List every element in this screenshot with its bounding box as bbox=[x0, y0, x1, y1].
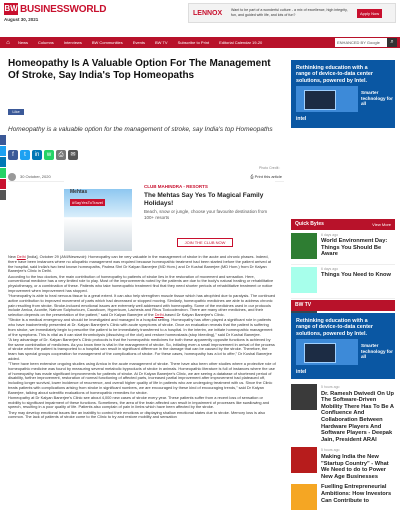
promo-image[interactable] bbox=[64, 189, 132, 251]
delhi-link[interactable]: Delhi bbox=[16, 254, 26, 259]
nav-item-news[interactable]: News bbox=[18, 40, 29, 45]
bw-tv-header: BW TV bbox=[291, 300, 395, 311]
intel-logo: intel bbox=[296, 116, 307, 122]
twitter-share-icon[interactable] bbox=[0, 146, 6, 156]
nav-item-subscribe[interactable]: Subscribe to Print bbox=[177, 40, 210, 45]
story-title[interactable] bbox=[321, 484, 395, 510]
join-club-button[interactable]: JOIN THE CLUB NOW bbox=[177, 238, 233, 247]
intel-ad-2-tagline: Smarter technology for all bbox=[361, 343, 393, 360]
print-article-link[interactable]: ⎙ Print this article bbox=[250, 174, 282, 179]
article-paragraph: According to the two doctors, the main contribution of homeopathy to patients of stroke lies in the restoration of movement and sensation. Here, conventional medicine has a very limited role to play. Most of the improvements noted by the patients are due to the body's natural healing or rehabilitative physiotherapy, or a combination of these. Patients who take homeopathic treatment find that they need shorter periods of rehabilitative treatment or notice improvement when improvement has stopped. bbox=[8, 273, 274, 293]
quick-byte-thumbnail[interactable] bbox=[291, 267, 317, 293]
article-paragraph: New Delhi [India], October 29 (ANI/Newsvoir): Homeopathy can be very valuable in the management of stroke in the acute and chronic phases. Indeed, there have been instances where no allopathic management was required because homeopathic treatment had been started before the patient arrived at the hospital, said India's two best known homeopaths, Padma Shri Dr Kalyan Banerjee (MD Hom.) and Dr Kushal Banerjee (MD Hom.) from Dr Kalyan Banerjee's Clinic in Delhi. bbox=[8, 254, 272, 274]
promo-title[interactable]: The Mehtas Say Yes To Magical Family Holidays! bbox=[144, 192, 264, 207]
story-title[interactable] bbox=[321, 384, 395, 443]
quick-byte-item[interactable] bbox=[291, 231, 395, 265]
nav-item-bw-communities[interactable]: BW Communities bbox=[91, 40, 123, 45]
photo-credit: Photo Credit : bbox=[259, 166, 281, 170]
quick-byte-meta: 6 days ago bbox=[321, 233, 339, 237]
nav-item-interviews[interactable]: Interviews bbox=[63, 40, 82, 45]
whatsapp-icon[interactable]: w bbox=[44, 150, 54, 160]
story-title-text[interactable]: Fuelling Entrepreneurial Ambitions: How Investors Can Contribute to bbox=[321, 484, 392, 504]
site-logo[interactable] bbox=[4, 3, 106, 15]
quick-byte-title[interactable] bbox=[321, 267, 391, 298]
linkedin-share-icon[interactable] bbox=[0, 157, 6, 167]
intel-ad-2-headline: Rethinking education with a range of device-to-data center solutions, powered by Intel. bbox=[296, 318, 373, 337]
search-icon[interactable]: ⌕ bbox=[387, 38, 397, 47]
story-item[interactable] bbox=[291, 484, 395, 510]
promo-image-logo: Mehtas bbox=[70, 189, 88, 195]
promo-description: Beach, snow or jungle, choose your favourite destination from 100+ resorts bbox=[144, 209, 268, 220]
twitter-icon[interactable]: t bbox=[20, 150, 30, 160]
nav-item-bw-tv[interactable]: BW TV bbox=[154, 40, 168, 45]
quick-byte-title-text[interactable]: Things You Need to Know bbox=[321, 272, 391, 278]
print-label[interactable]: Print this article bbox=[254, 174, 282, 179]
right-sidebar bbox=[291, 60, 395, 135]
quick-bytes-header bbox=[291, 219, 395, 230]
story-item[interactable] bbox=[291, 384, 395, 443]
nav-item-events[interactable]: Events bbox=[132, 40, 145, 45]
intel-ad-2[interactable] bbox=[291, 313, 395, 386]
main-nav bbox=[0, 37, 400, 48]
story-title[interactable] bbox=[321, 447, 395, 480]
story-title-text[interactable]: Making India the New "Startup Country" - What We Need to do to Power New Age Businesses bbox=[321, 453, 389, 480]
promo-hashtag: #SayYesToTravel bbox=[72, 200, 103, 205]
share-icons-row bbox=[8, 150, 80, 160]
quick-bytes-title: Quick Bytes bbox=[295, 221, 324, 227]
story-item[interactable] bbox=[291, 447, 395, 480]
quick-byte-item[interactable] bbox=[291, 265, 395, 299]
story-thumbnail[interactable] bbox=[291, 484, 317, 510]
story-meta: 5 hours ago bbox=[321, 385, 340, 389]
article-paragraph: They may develop emotional issues like an inability to control their emotions or displaying shallow emotional states due to stroke. Memory loss is also common. The lack of patients of stroke come to the Clinic to try and restore mobility and sensation bbox=[8, 409, 266, 420]
nav-item-columns[interactable]: Columns bbox=[38, 40, 54, 45]
story-thumbnail[interactable] bbox=[291, 384, 317, 410]
ad-brand: LENNOX bbox=[193, 9, 223, 17]
laptop-image-2 bbox=[296, 339, 358, 365]
laptop-image bbox=[296, 86, 358, 112]
search-box[interactable] bbox=[335, 38, 397, 47]
whatsapp-share-icon[interactable] bbox=[0, 168, 6, 178]
article-paragraph: "A key advantage of Dr. Kalyan Banerjee's Clinic protocols is that the homeopathic medicines for both these apparently opposite functions is achieved by the same combination of medicines. As you know time is vital in the management of stroke. So, initiating even a small improvement in arrival of the process of stroke when the patient is transported to a hospital can result in significant difference in the damage that can be caused by the stroke. Therefore, the team has special groups cooperation for management of the complications of stroke. For these cases, homeopathy has a lot to offer," Dr Kushal Banerjee added. bbox=[8, 336, 275, 361]
article-body bbox=[8, 255, 276, 421]
header-date: August 30, 2021 bbox=[4, 17, 39, 22]
site-header bbox=[0, 0, 400, 26]
quick-byte-title[interactable] bbox=[321, 233, 395, 264]
article-summary: Homeopathy is a valuable option for the management of stroke, say India's top Homeopaths bbox=[8, 126, 273, 133]
article-date: 30 October, 2020 bbox=[20, 174, 51, 179]
sponsored-promo[interactable] bbox=[64, 180, 275, 252]
top-banner-ad[interactable] bbox=[188, 3, 396, 23]
delhi-link[interactable]: Delhi bbox=[154, 312, 164, 317]
ad-text: Want to be part of a wonderful culture - a mix of excellence, high integrity, fun, and guided with life, and lots of fun? bbox=[231, 8, 348, 17]
intel-logo-2: intel bbox=[296, 369, 307, 375]
email-icon[interactable]: ✉ bbox=[68, 150, 78, 160]
story-title-text[interactable]: Dr. Ramesh Dwivedi On Up The Software-Driven Mobility There Has To Be A Confluence And Collaboration Between Hardware Players And Software Players - Deepak Jain, President ARAI bbox=[321, 390, 395, 443]
print-icon[interactable]: ⎙ bbox=[56, 150, 66, 160]
promo-tag: CLUB MAHINDRA - RESORTS bbox=[144, 184, 208, 189]
intel-ad-headline: Rethinking education with a range of device-to-data center solutions, powered by Intel. bbox=[296, 65, 373, 84]
article-paragraph: "Homeopathy is able to heal nervous tissue to a great extent. It can also help strengthen muscle tissue which has atrophied due to paralysis. The continued active contribution to improved movement of parts which had decreased or stopped moving. Similarly, homeopathic medicines are able to address chronic pain resulting from stroke. Stroke-induced emotional issues are extremely well addressed with homeopathy. Some of the medicines used in our protocols include Arnica, Aconite, Natrum Sulphuricum, Causticum, Hypericum, Lachesis and Rhus Toxicodendron. There are many other medicines, and their selection depends on the presentation of the patient," said Dr Kalyan Banerjee of the Delhi-based Dr Kalyan Banerjee's Clinic. bbox=[8, 293, 276, 317]
quick-byte-meta: 6 days ago bbox=[321, 267, 339, 271]
article-paragraph: Homeopathy at Dr Kalyan Banerjee's Clinic see about 4,000 new cases of stroke every year. These patients suffer from a recent loss of sensation or mobility to significant impairment of these functions. Sometimes, the area of the brain affected can result in impairment of processes like swallowing and speech, resulting in a poor quality of life. Patients also complain of pain in limbs which have been affected by the stroke. bbox=[8, 394, 270, 410]
home-icon[interactable]: ⌂ bbox=[6, 39, 10, 46]
facebook-share-icon[interactable] bbox=[0, 135, 6, 145]
facebook-icon[interactable]: f bbox=[8, 150, 18, 160]
ad-cta-button[interactable]: Apply Now bbox=[357, 9, 382, 18]
share-sidebar bbox=[0, 135, 6, 201]
story-meta: 5 hours ago bbox=[321, 448, 340, 453]
logo-mark: BW bbox=[4, 4, 18, 13]
story-thumbnail[interactable] bbox=[291, 447, 317, 473]
logo-name: BUSINESSWORLD bbox=[20, 3, 107, 15]
facebook-like-button[interactable]: Like bbox=[8, 109, 24, 115]
search-input[interactable]: ENHANCED BY Google bbox=[337, 40, 380, 45]
article-paragraph: "Stroke is a medical emergency and should be investigated and managed in a hospital setting. Homeopathy has often played a significant role in patients who have inadvertently presented at Dr. Kalyan Banerjee's Clinic with acute symptoms of stroke. Once an evaluation reveals that the patient is suffering from stroke, we immediately begin to prescribe the patient to be immediately transferred to a hospital. In the interim, we initiate homeopathic management of the symptoms. This is vital as it can start thrombolysis (dissolving of the clot) and restore homeostasis (stop bleeding)," said Dr Kushal Banerjee. bbox=[8, 317, 273, 337]
more-share-icon[interactable] bbox=[0, 190, 6, 200]
intel-ad-tagline: Smarter technology for all bbox=[361, 90, 393, 107]
nav-item-editorial-calendar[interactable]: Editorial Calendar 19-20 bbox=[219, 40, 263, 45]
view-more-link[interactable]: View More bbox=[372, 222, 391, 227]
linkedin-icon[interactable]: in bbox=[32, 150, 42, 160]
quick-byte-title-text[interactable]: World Environment Day: Things You Should Be Aware bbox=[321, 238, 388, 257]
more-stories-list bbox=[291, 384, 395, 514]
email-share-icon[interactable] bbox=[0, 179, 6, 189]
article-title: Homeopathy Is A Valuable Option For The Management Of Stroke, Say India's Top Homeopaths bbox=[8, 58, 271, 81]
author-avatar bbox=[8, 173, 16, 181]
quick-byte-thumbnail[interactable] bbox=[291, 233, 317, 259]
intel-ad[interactable] bbox=[291, 60, 395, 128]
article-paragraph: "There have been extensive ongoing studies using Arnica in the acute management of stroke. There have also been other studies where a protective role of homeopathic medicine was found by measuring several metabolic byproducts of stroke in animals. Homeopathic literature is full of instances where the use of homeopathy has made significant improvements for patients of stroke. At Dr Kalyan Banerjee's Clinic, we are seeing a database of shortened period of disability, further improvement, restoration of normal functioning of affected parts, increased partial improvement after improvement had plateaued off, including longer survival, lower incidence of recurrence, and overall higher quality of life in patients who are undergoing treatment with us. Since the Clinic treats patients with complications arising from stroke in significant numbers, we are encouraged by these kind of encouraging trends," said Dr Kalyan Banerjee, talking about scientific evaluations of homeopathic remedies for stroke. bbox=[8, 361, 276, 395]
